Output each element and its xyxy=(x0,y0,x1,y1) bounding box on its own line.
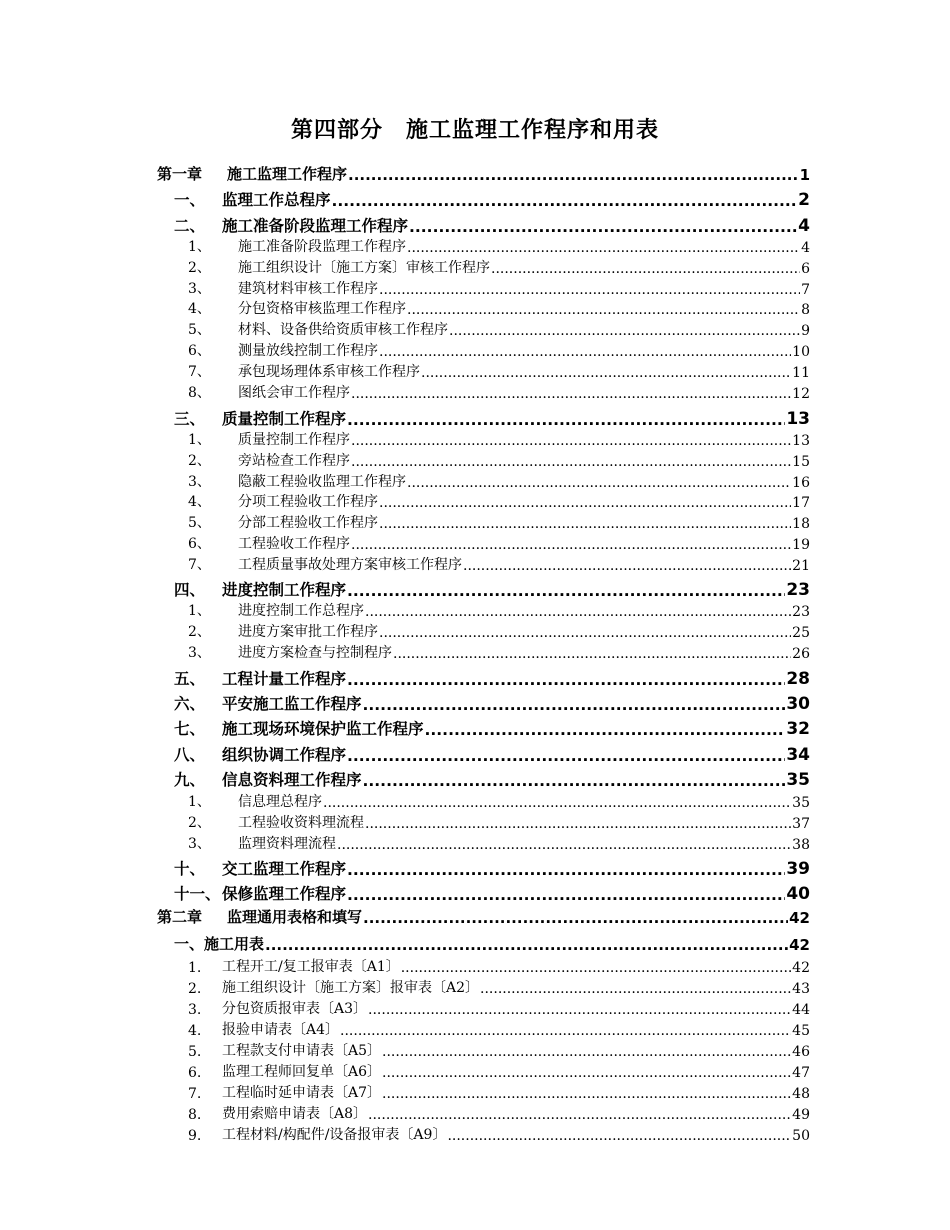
toc-entry-number: 2、 xyxy=(188,815,211,831)
toc-entry-label: 报验申请表〔A4〕 xyxy=(222,1022,340,1038)
toc-entry-label: 测量放线控制工作程序 xyxy=(238,343,378,359)
toc-entry-number: 3、 xyxy=(188,836,211,852)
toc-entry[interactable] xyxy=(174,855,810,879)
toc-dot-leader xyxy=(480,981,791,997)
toc-entry-number: 9. xyxy=(188,1128,202,1144)
toc-page-number: 8 xyxy=(801,302,810,318)
toc-entry-number: 十、 xyxy=(174,860,206,878)
toc-entry[interactable] xyxy=(188,491,810,511)
toc-entry-number: 6. xyxy=(188,1065,202,1081)
toc-entry-label: 一、施工用表 xyxy=(174,935,265,953)
toc-entry[interactable] xyxy=(188,791,810,811)
toc-page-number: 34 xyxy=(786,745,810,765)
toc-page-number: 7 xyxy=(801,282,810,298)
toc-entry-label: 分项工程验收工作程序 xyxy=(238,494,378,510)
toc-entry-label: 质量控制工作程序 xyxy=(238,432,350,448)
toc-page-number: 10 xyxy=(792,344,810,360)
toc-entry-label: 工程计量工作程序 xyxy=(222,670,347,688)
toc-dot-leader xyxy=(407,475,791,491)
toc-page-number: 35 xyxy=(792,795,810,811)
toc-entry-label: 监理工程师回复单〔A6〕 xyxy=(222,1064,382,1080)
toc-entry-number: 1、 xyxy=(188,432,211,448)
toc-entry-label: 保修监理工作程序 xyxy=(222,885,347,903)
toc-entry[interactable] xyxy=(188,278,810,298)
toc-entry-label: 工程款支付申请表〔A5〕 xyxy=(222,1043,382,1059)
toc-dot-leader xyxy=(447,1128,791,1144)
toc-page-number: 17 xyxy=(792,495,810,511)
toc-entry[interactable] xyxy=(174,212,810,236)
toc-page-number: 16 xyxy=(792,475,810,491)
toc-dot-leader xyxy=(379,282,800,298)
toc-dot-leader xyxy=(379,625,791,641)
toc-entry-number: 4、 xyxy=(188,494,211,510)
toc-entry-label: 工程质量事故处理方案审核工作程序 xyxy=(238,557,462,573)
toc-dot-leader xyxy=(347,671,785,689)
toc-page-number: 45 xyxy=(792,1023,810,1039)
toc-page-number: 18 xyxy=(792,516,810,532)
toc-entry-number: 1、 xyxy=(188,239,211,255)
toc-dot-leader xyxy=(351,454,791,470)
toc-page-number: 37 xyxy=(792,816,810,832)
toc-dot-leader xyxy=(351,433,791,449)
toc-entry-number: 2. xyxy=(188,981,202,997)
toc-entry-label: 施工准备阶段监理工作程序 xyxy=(222,217,409,235)
toc-dot-leader xyxy=(351,386,791,402)
toc-entry-label: 进度控制工作总程序 xyxy=(238,603,364,619)
toc-entry[interactable] xyxy=(188,1019,810,1039)
toc-entry-number: 7、 xyxy=(188,557,211,573)
toc-entry-number: 第二章 xyxy=(157,908,203,926)
toc-entry-label: 分部工程验收工作程序 xyxy=(238,515,378,531)
toc-page-number: 1 xyxy=(799,166,810,184)
toc-entry-label: 工程验收资料理流程 xyxy=(238,815,364,831)
toc-page-number: 23 xyxy=(792,604,810,620)
toc-entry-number: 七、 xyxy=(174,720,206,738)
toc-entry[interactable] xyxy=(188,236,810,256)
toc-entry-number: 8、 xyxy=(188,385,211,401)
toc-page-number: 42 xyxy=(792,960,810,976)
toc-entry[interactable] xyxy=(188,977,810,997)
toc-dot-leader xyxy=(337,837,791,853)
toc-entry-label: 工程临时延申请表〔A7〕 xyxy=(222,1085,382,1101)
toc-entry-number: 1. xyxy=(188,960,202,976)
toc-entry-number: 3、 xyxy=(188,645,211,661)
toc-entry[interactable] xyxy=(188,554,810,574)
toc-page-number: 39 xyxy=(786,859,810,879)
toc-entry[interactable] xyxy=(174,665,810,689)
toc-entry[interactable] xyxy=(188,1040,810,1060)
toc-entry-number: 7、 xyxy=(188,364,211,380)
toc-entry-label: 信息资料理工作程序 xyxy=(222,771,362,789)
toc-dot-leader xyxy=(379,344,791,360)
toc-dot-leader xyxy=(332,192,798,210)
toc-page-number: 50 xyxy=(792,1128,810,1144)
toc-entry[interactable] xyxy=(174,715,810,739)
toc-dot-leader xyxy=(368,1107,791,1123)
toc-entry[interactable] xyxy=(157,162,810,184)
toc-entry[interactable] xyxy=(188,1082,810,1102)
toc-entry-label: 信息理总程序 xyxy=(238,794,322,810)
toc-entry[interactable] xyxy=(188,812,810,832)
toc-dot-leader xyxy=(347,886,785,904)
toc-entry-label: 工程验收工作程序 xyxy=(238,536,350,552)
toc-entry-label: 交工监理工作程序 xyxy=(222,860,347,878)
toc-entry[interactable] xyxy=(188,340,810,360)
toc-entry[interactable] xyxy=(188,257,810,277)
toc-dot-leader xyxy=(363,909,788,927)
toc-entry[interactable] xyxy=(188,998,810,1018)
toc-entry-label: 旁站检查工作程序 xyxy=(238,453,350,469)
toc-page-number: 47 xyxy=(792,1065,810,1081)
toc-dot-leader xyxy=(379,495,791,511)
toc-entry-number: 三、 xyxy=(174,410,206,428)
toc-dot-leader xyxy=(347,861,785,879)
toc-dot-leader xyxy=(449,323,800,339)
toc-page-number: 13 xyxy=(786,409,810,429)
toc-entry[interactable] xyxy=(188,319,810,339)
toc-page-number: 13 xyxy=(792,433,810,449)
toc-entry-number: 6、 xyxy=(188,343,211,359)
toc-page-number: 11 xyxy=(792,365,810,381)
toc-page-number: 48 xyxy=(792,1086,810,1102)
toc-entry[interactable] xyxy=(188,1124,810,1144)
toc-page-number: 46 xyxy=(792,1044,810,1060)
toc-entry[interactable] xyxy=(174,880,810,904)
toc-entry-label: 平安施工监工作程序 xyxy=(222,695,362,713)
toc-entry-number: 九、 xyxy=(174,771,206,789)
toc-entry[interactable] xyxy=(188,1061,810,1081)
toc-entry[interactable] xyxy=(188,382,810,402)
toc-dot-leader xyxy=(347,582,785,600)
toc-entry-label: 施工组织设计〔施工方案〕审核工作程序 xyxy=(238,260,490,276)
toc-dot-leader xyxy=(382,1065,791,1081)
toc-entry-number: 六、 xyxy=(174,695,206,713)
toc-entry-label: 施工准备阶段监理工作程序 xyxy=(238,239,406,255)
toc-entry-number: 4、 xyxy=(188,301,211,317)
toc-entry-number: 二、 xyxy=(174,217,206,235)
toc-entry-label: 隐蔽工程验收监理工作程序 xyxy=(238,474,406,490)
toc-entry-number: 3、 xyxy=(188,281,211,297)
toc-entry[interactable] xyxy=(188,642,810,662)
toc-entry-number: 十一、 xyxy=(174,885,221,903)
toc-entry[interactable] xyxy=(188,450,810,470)
toc-entry-label: 进度控制工作程序 xyxy=(222,581,347,599)
toc-entry[interactable] xyxy=(174,741,810,765)
toc-dot-leader xyxy=(382,1044,791,1060)
toc-entry-label: 质量控制工作程序 xyxy=(222,410,347,428)
toc-page-number: 40 xyxy=(786,884,810,904)
toc-entry-label: 监理资料理流程 xyxy=(238,836,336,852)
toc-entry-number: 2、 xyxy=(188,260,211,276)
toc-dot-leader xyxy=(347,747,785,765)
toc-page-number: 26 xyxy=(792,646,810,662)
toc-dot-leader xyxy=(463,558,791,574)
toc-entry-label: 施工监理工作程序 xyxy=(227,165,348,183)
toc-entry[interactable] xyxy=(188,600,810,620)
toc-entry-number: 第一章 xyxy=(157,165,203,183)
toc-entry-number: 五、 xyxy=(174,670,206,688)
toc-entry-label: 承包现场理体系审核工作程序 xyxy=(238,364,420,380)
toc-entry-label: 建筑材料审核工作程序 xyxy=(238,281,378,297)
toc-dot-leader xyxy=(409,218,797,236)
toc-dot-leader xyxy=(363,772,786,790)
toc-page-number: 21 xyxy=(792,558,810,574)
toc-dot-leader xyxy=(401,960,791,976)
toc-entry-label: 图纸会审工作程序 xyxy=(238,385,350,401)
toc-entry[interactable] xyxy=(188,1103,810,1123)
toc-entry-number: 四、 xyxy=(174,581,206,599)
toc-entry-label: 施工组织设计〔施工方案〕报审表〔A2〕 xyxy=(222,980,480,996)
toc-dot-leader xyxy=(348,166,799,184)
toc-entry[interactable] xyxy=(174,186,810,210)
toc-dot-leader xyxy=(265,936,788,954)
toc-page-number: 42 xyxy=(789,936,810,954)
toc-dot-leader xyxy=(351,537,791,553)
toc-page-number: 38 xyxy=(792,837,810,853)
toc-entry-number: 一、 xyxy=(174,191,206,209)
document-title: 第四部分 施工监理工作程序和用表 xyxy=(290,117,659,143)
toc-page-number: 4 xyxy=(801,240,810,256)
toc-entry[interactable] xyxy=(188,956,810,976)
toc-entry-number: 7. xyxy=(188,1086,202,1102)
toc-entry-label: 进度方案检查与控制程序 xyxy=(238,645,392,661)
toc-page-number: 35 xyxy=(786,770,810,790)
toc-entry[interactable] xyxy=(157,905,810,927)
toc-page-number: 4 xyxy=(798,216,810,236)
toc-page-number: 19 xyxy=(792,537,810,553)
toc-entry-label: 分包资格审核监理工作程序 xyxy=(238,301,406,317)
toc-entry-label: 工程开工/复工报审表〔A1〕 xyxy=(222,959,400,975)
toc-dot-leader xyxy=(393,646,791,662)
toc-dot-leader xyxy=(491,261,800,277)
toc-entry-number: 5、 xyxy=(188,322,211,338)
toc-dot-leader xyxy=(323,795,791,811)
toc-entry[interactable] xyxy=(188,512,810,532)
toc-entry[interactable] xyxy=(188,429,810,449)
toc-entry[interactable] xyxy=(188,621,810,641)
toc-dot-leader xyxy=(425,721,786,739)
toc-dot-leader xyxy=(379,516,791,532)
toc-entry[interactable] xyxy=(174,932,810,954)
toc-entry[interactable] xyxy=(188,298,810,318)
toc-page-number: 9 xyxy=(801,323,810,339)
toc-entry[interactable] xyxy=(174,766,810,790)
toc-entry[interactable] xyxy=(188,361,810,381)
toc-entry-label: 材料、设备供给资质审核工作程序 xyxy=(238,322,448,338)
toc-dot-leader xyxy=(340,1023,791,1039)
toc-entry-number: 3、 xyxy=(188,474,211,490)
toc-dot-leader xyxy=(368,1002,791,1018)
toc-dot-leader xyxy=(407,240,800,256)
toc-entry-number: 4. xyxy=(188,1023,202,1039)
toc-entry-number: 3. xyxy=(188,1002,202,1018)
toc-page-number: 6 xyxy=(801,261,810,277)
toc-dot-leader xyxy=(407,302,800,318)
toc-entry-number: 6、 xyxy=(188,536,211,552)
toc-entry-label: 组织协调工作程序 xyxy=(222,746,347,764)
toc-entry-number: 5. xyxy=(188,1044,202,1060)
toc-dot-leader xyxy=(365,604,791,620)
toc-entry-number: 5、 xyxy=(188,515,211,531)
toc-dot-leader xyxy=(382,1086,791,1102)
toc-entry[interactable] xyxy=(188,471,810,491)
toc-page-number: 32 xyxy=(786,719,810,739)
toc-entry-label: 费用索赔申请表〔A8〕 xyxy=(222,1106,368,1122)
toc-page-number: 2 xyxy=(798,190,810,210)
toc-entry-label: 监理通用表格和填写 xyxy=(227,908,363,926)
toc-dot-leader xyxy=(347,411,785,429)
toc-page-number: 23 xyxy=(786,580,810,600)
toc-page-number: 43 xyxy=(792,981,810,997)
toc-entry-number: 八、 xyxy=(174,746,206,764)
toc-entry-number: 1、 xyxy=(188,603,211,619)
toc-dot-leader xyxy=(363,696,786,714)
toc-entry[interactable] xyxy=(174,690,810,714)
toc-entry-label: 施工现场环境保护监工作程序 xyxy=(222,720,424,738)
toc-entry[interactable] xyxy=(174,405,810,429)
toc-entry-number: 8. xyxy=(188,1107,202,1123)
toc-entry-number: 1、 xyxy=(188,794,211,810)
toc-dot-leader xyxy=(365,816,791,832)
toc-page-number: 12 xyxy=(792,386,810,402)
toc-page-number: 28 xyxy=(786,669,810,689)
toc-page-number: 42 xyxy=(789,909,810,927)
toc-entry[interactable] xyxy=(188,533,810,553)
toc-entry[interactable] xyxy=(174,576,810,600)
toc-dot-leader xyxy=(421,365,791,381)
toc-entry-label: 进度方案审批工作程序 xyxy=(238,624,378,640)
toc-entry-label: 监理工作总程序 xyxy=(222,191,331,209)
toc-page-number: 49 xyxy=(792,1107,810,1123)
toc-page-number: 15 xyxy=(792,454,810,470)
toc-entry-number: 2、 xyxy=(188,624,211,640)
toc-entry[interactable] xyxy=(188,833,810,853)
toc-page-number: 25 xyxy=(792,625,810,641)
toc-entry-label: 分包资质报审表〔A3〕 xyxy=(222,1001,368,1017)
toc-entry-label: 工程材料/构配件/设备报审表〔A9〕 xyxy=(222,1127,447,1143)
toc-page-number: 44 xyxy=(792,1002,810,1018)
toc-page-number: 30 xyxy=(786,694,810,714)
toc-entry-number: 2、 xyxy=(188,453,211,469)
